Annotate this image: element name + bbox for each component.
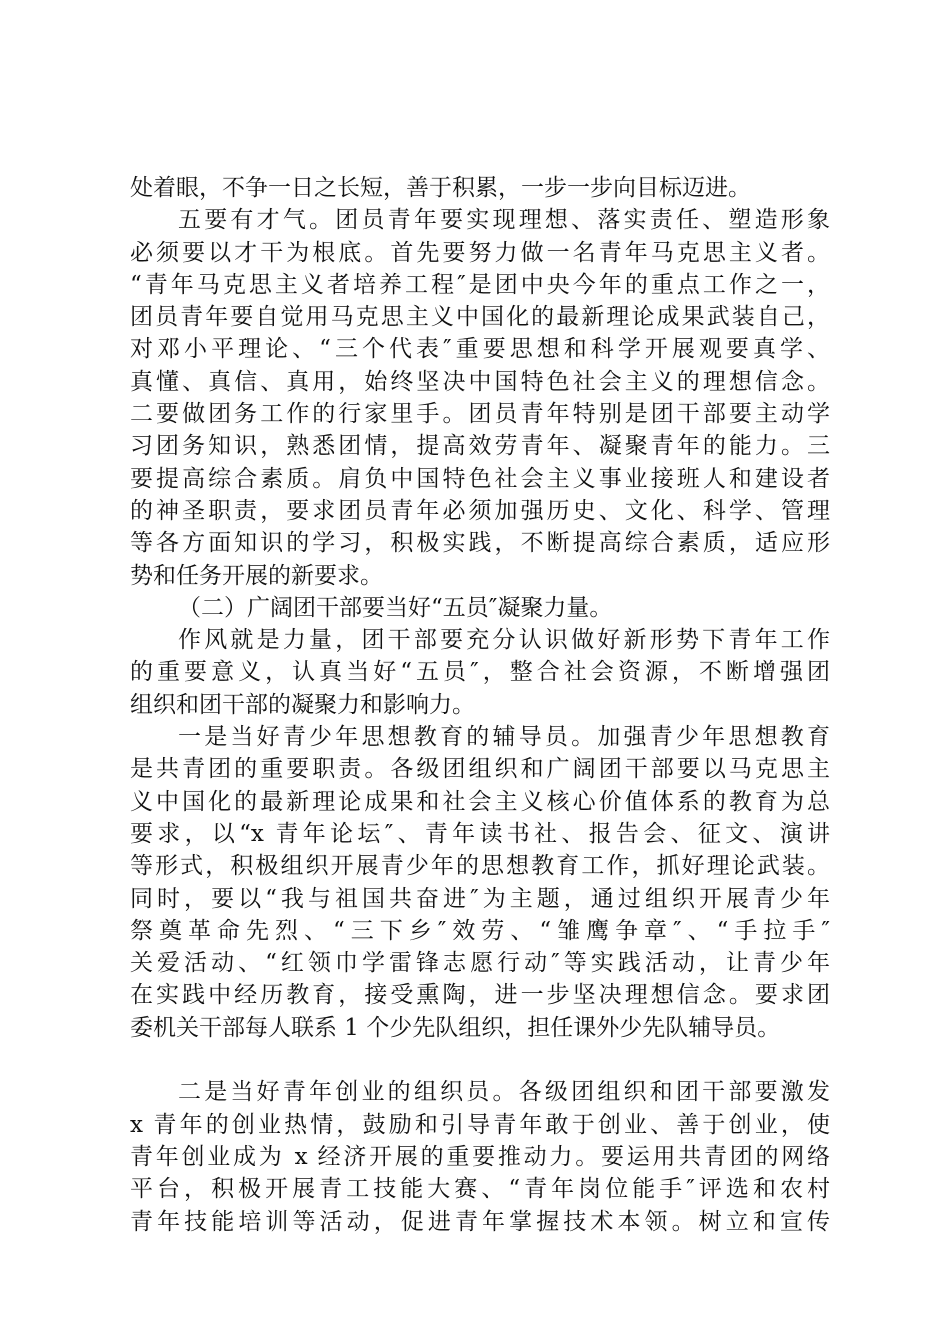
text-line: 的神圣职责，要求团员青年必须加强历史、文化、科学、管理: [130, 497, 830, 524]
text-line: 五要有才气。团员青年要实现理想、落实责任、塑造形象: [178, 207, 830, 234]
text-line: 关爱活动、“红领巾学雷锋志愿行动″等实践活动，让青少年: [130, 950, 830, 977]
text-line: 团员青年要自觉用马克思主义中国化的最新理论成果武装自己，: [130, 304, 830, 331]
text-line: x 青年的创业热情，鼓励和引导青年敢于创业、善于创业，使: [130, 1111, 830, 1138]
text-line: 势和任务开展的新要求。: [130, 562, 383, 589]
blank-line: [130, 1044, 830, 1076]
text-line: 祭奠革命先烈、“三下乡″效劳、“雏鹰争章″、“手拉手″: [130, 917, 830, 944]
text-line: 一是当好青少年思想教育的辅导员。加强青少年思想教育: [178, 724, 830, 751]
text-line: 同时，要以“我与祖国共奋进″为主题，通过组织开展青少年: [130, 885, 830, 912]
text-line: 对邓小平理论、“三个代表″重要思想和科学开展观要真学、: [130, 336, 830, 363]
text-line: 在实践中经历教育，接受熏陶，进一步坚决理想信念。要求团: [130, 982, 830, 1009]
text-line: （二）广阔团干部要当好“五员″凝聚力量。: [178, 594, 613, 621]
text-line: 等形式，积极组织开展青少年的思想教育工作，抓好理论武装。: [130, 853, 830, 880]
text-line: 二要做团务工作的行家里手。团员青年特别是团干部要主动学: [130, 401, 830, 428]
text-line: 要提高综合素质。肩负中国特色社会主义事业接班人和建设者: [130, 465, 830, 492]
text-line: 平台，积极开展青工技能大赛、“青年岗位能手″评选和农村: [130, 1176, 830, 1203]
text-line: 等各方面知识的学习，积极实践，不断提高综合素质，适应形: [130, 530, 830, 557]
text-line: “青年马克思主义者培养工程″是团中央今年的重点工作之一，: [130, 271, 830, 298]
text-line: 义中国化的最新理论成果和社会主义核心价值体系的教育为总: [130, 788, 830, 815]
document-body: [130, 172, 830, 1238]
text-line: 二是当好青年创业的组织员。各级团组织和团干部要激发: [178, 1079, 830, 1106]
text-line: 习团务知识，熟悉团情，提高效劳青年、凝聚青年的能力。三: [130, 433, 830, 460]
text-line: 必须要以才干为根底。首先要努力做一名青年马克思主义者。: [130, 239, 830, 266]
text-line: 的重要意义，认真当好“五员″，整合社会资源，不断增强团: [130, 659, 830, 686]
text-line: 作风就是力量，团干部要充分认识做好新形势下青年工作: [178, 627, 830, 654]
text-line: 青年技能培训等活动，促进青年掌握技术本领。树立和宣传: [130, 1208, 830, 1235]
text-line: 处着眼，不争一日之长短，善于积累，一步一步向目标迈进。: [130, 175, 751, 201]
text-line: 委机关干部每人联系 1 个少先队组织，担任课外少先队辅导员。: [130, 1014, 781, 1041]
text-line: 真懂、真信、真用，始终坚决中国特色社会主义的理想信念。: [130, 368, 830, 395]
text-line: 是共青团的重要职责。各级团组织和广阔团干部要以马克思主: [130, 756, 830, 783]
text-line: 青年创业成为 x 经济开展的重要推动力。要运用共青团的网络: [130, 1143, 830, 1170]
text-line: 要求，以“x 青年论坛″、青年读书社、报告会、征文、演讲: [130, 820, 830, 847]
text-line: 组织和团干部的凝聚力和影响力。: [130, 691, 475, 718]
